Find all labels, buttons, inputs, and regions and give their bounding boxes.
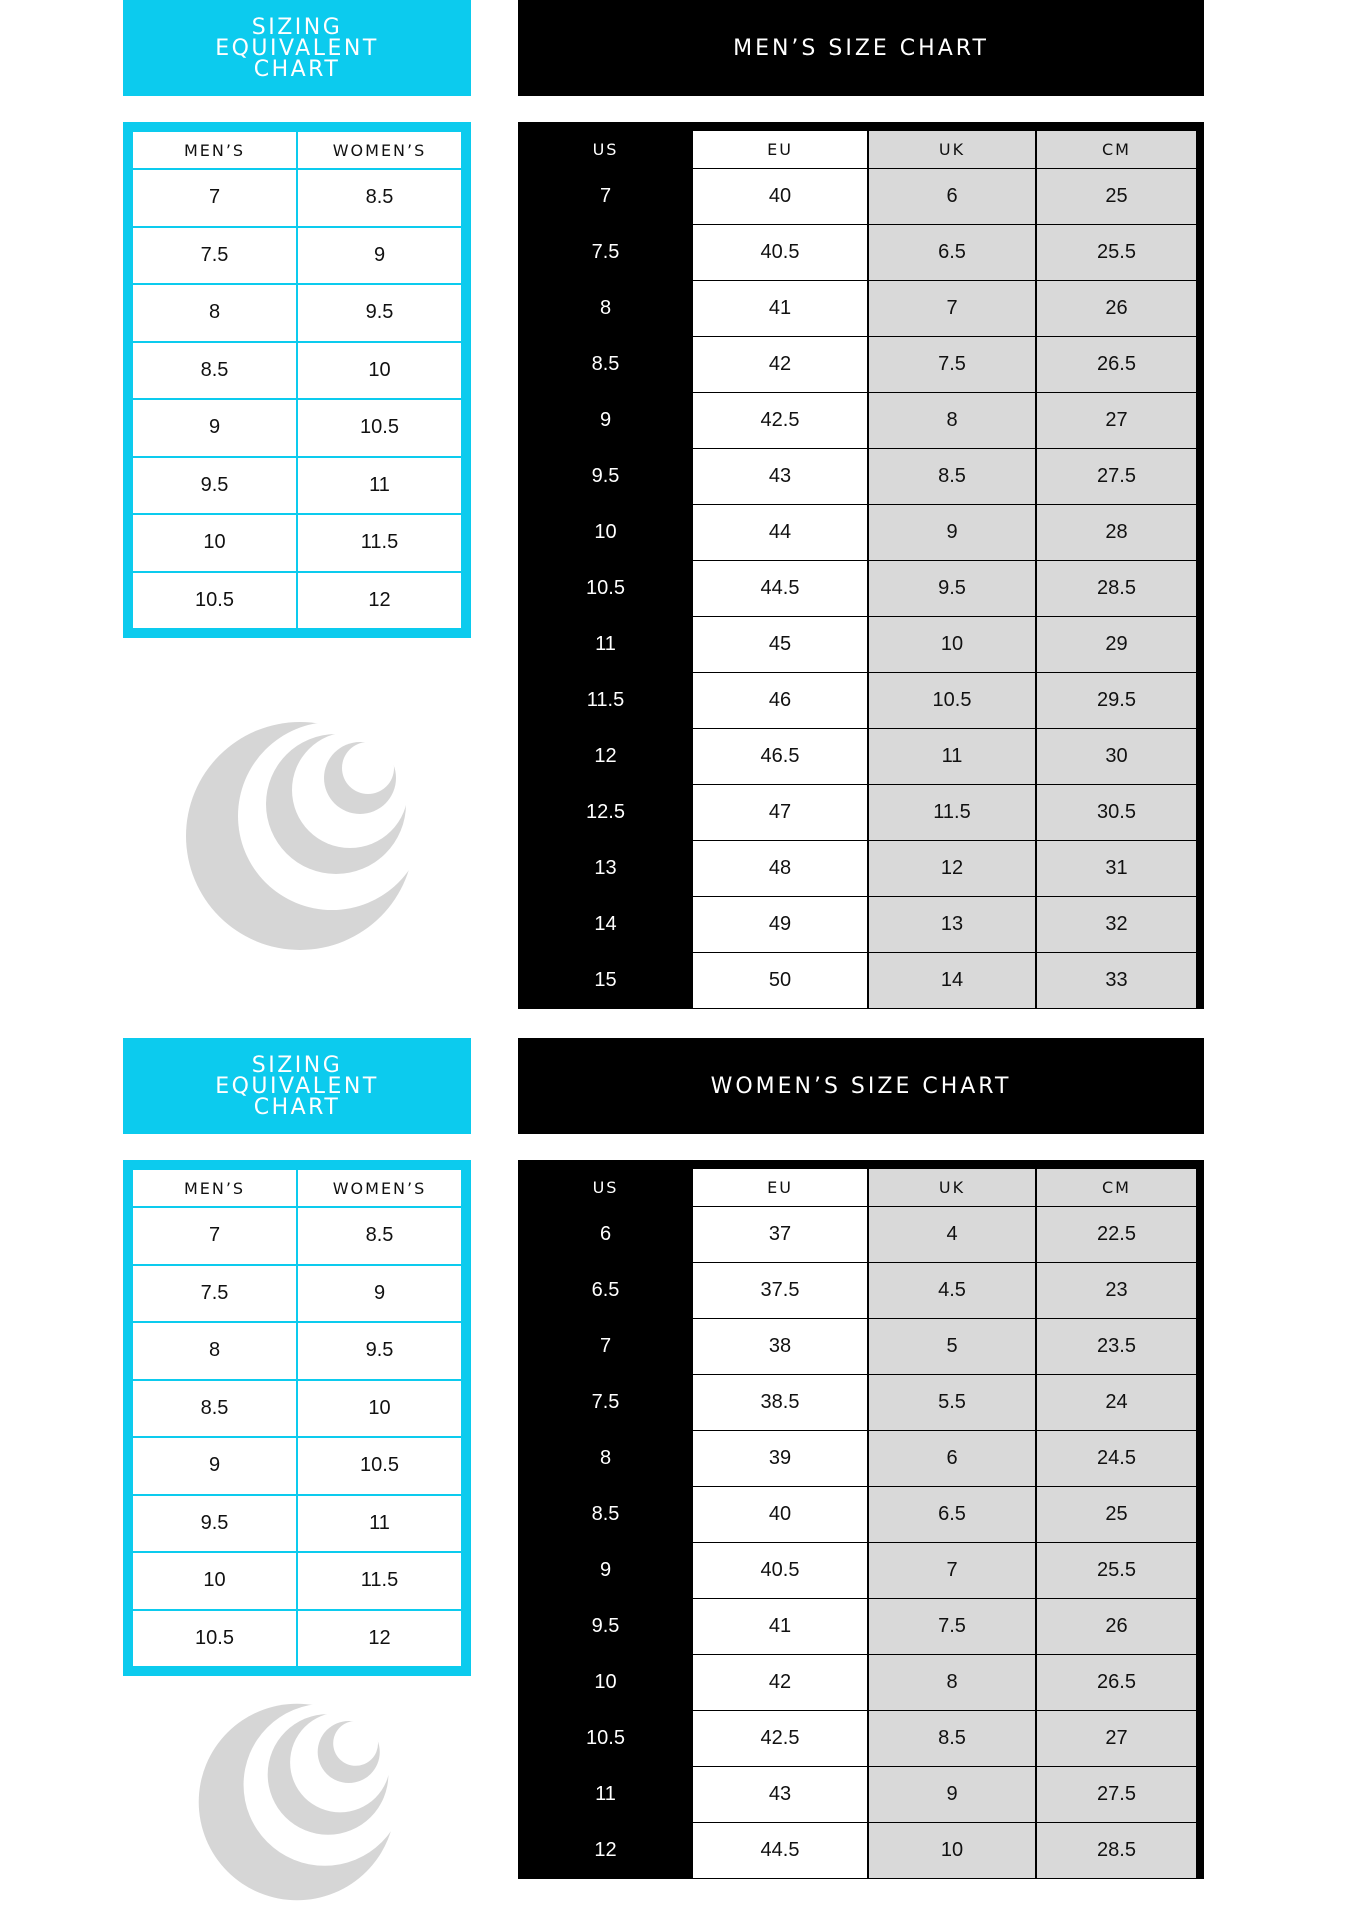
- womens-cell: 10: [297, 1380, 462, 1438]
- cm-cell: 23.5: [1036, 1319, 1196, 1375]
- header-womens: WOMEN’S: [297, 1169, 462, 1207]
- mens-cell: 10: [132, 514, 297, 572]
- eu-cell: 42: [693, 337, 868, 393]
- us-cell: 11.5: [518, 673, 693, 729]
- eu-cell: 50: [693, 953, 868, 1009]
- cm-cell: 28.5: [1036, 1823, 1196, 1879]
- table-row: [518, 449, 1196, 505]
- uk-cell: 8: [868, 393, 1036, 449]
- cm-cell: 25: [1036, 1487, 1196, 1543]
- equivalent-table-body: [132, 169, 462, 629]
- eu-cell: 40.5: [693, 1543, 868, 1599]
- eu-cell: 42.5: [693, 1711, 868, 1767]
- mens-cell: 7: [132, 1207, 297, 1265]
- womens-cell: 11: [297, 457, 462, 515]
- us-cell: 11: [518, 617, 693, 673]
- us-cell: 8.5: [518, 337, 693, 393]
- table-row: [132, 284, 462, 342]
- uk-cell: 6: [868, 169, 1036, 225]
- equivalent-table-body: [132, 1207, 462, 1667]
- header-mens: MEN’S: [132, 131, 297, 169]
- mens-cell: 8.5: [132, 1380, 297, 1438]
- womens-cell: 9: [297, 227, 462, 285]
- banner-line-2: EQUIVALENT: [215, 1073, 379, 1099]
- us-cell: 11: [518, 1767, 693, 1823]
- uk-cell: 7: [868, 281, 1036, 337]
- equivalent-chart-banner: [123, 1038, 471, 1134]
- cm-cell: 31: [1036, 841, 1196, 897]
- eu-cell: 42: [693, 1655, 868, 1711]
- banner-line-2: EQUIVALENT: [215, 35, 379, 61]
- us-cell: 10: [518, 505, 693, 561]
- us-cell: 10.5: [518, 1711, 693, 1767]
- mens-cell: 7: [132, 169, 297, 227]
- table-row: [132, 1207, 462, 1265]
- table-row: [518, 953, 1196, 1009]
- table-row: [518, 1767, 1196, 1823]
- crescent-moons-logo-icon: [184, 720, 416, 952]
- eu-cell: 41: [693, 1599, 868, 1655]
- uk-cell: 4.5: [868, 1263, 1036, 1319]
- us-cell: 9.5: [518, 449, 693, 505]
- eu-cell: 41: [693, 281, 868, 337]
- uk-cell: 5.5: [868, 1375, 1036, 1431]
- womens-size-table: [518, 1168, 1196, 1879]
- us-cell: 12.5: [518, 785, 693, 841]
- us-cell: 9.5: [518, 1599, 693, 1655]
- mens-size-table: [518, 130, 1196, 1009]
- table-row: [518, 169, 1196, 225]
- eu-cell: 43: [693, 1767, 868, 1823]
- cm-cell: 30.5: [1036, 785, 1196, 841]
- us-cell: 14: [518, 897, 693, 953]
- womens-cell: 11: [297, 1495, 462, 1553]
- eu-cell: 48: [693, 841, 868, 897]
- uk-cell: 5: [868, 1319, 1036, 1375]
- us-cell: 13: [518, 841, 693, 897]
- eu-cell: 44.5: [693, 561, 868, 617]
- table-row: [518, 673, 1196, 729]
- header-uk: UK: [868, 131, 1036, 169]
- uk-cell: 10.5: [868, 673, 1036, 729]
- cm-cell: 27.5: [1036, 449, 1196, 505]
- table-row: [518, 1319, 1196, 1375]
- eu-cell: 44: [693, 505, 868, 561]
- header-cm: CM: [1036, 1169, 1196, 1207]
- table-row: [132, 342, 462, 400]
- table-row: [132, 1380, 462, 1438]
- us-cell: 8: [518, 1431, 693, 1487]
- size-table-header-row: [518, 131, 1196, 169]
- eu-cell: 37.5: [693, 1263, 868, 1319]
- uk-cell: 10: [868, 1823, 1036, 1879]
- table-row: [518, 1263, 1196, 1319]
- cm-cell: 23: [1036, 1263, 1196, 1319]
- uk-cell: 7.5: [868, 1599, 1036, 1655]
- cm-cell: 28: [1036, 505, 1196, 561]
- eu-cell: 38: [693, 1319, 868, 1375]
- equivalent-chart-banner: [123, 0, 471, 96]
- table-row: [132, 399, 462, 457]
- table-row: [132, 1322, 462, 1380]
- uk-cell: 7.5: [868, 337, 1036, 393]
- us-cell: 15: [518, 953, 693, 1009]
- table-row: [132, 1552, 462, 1610]
- mens-size-chart-title: MEN’S SIZE CHART: [733, 35, 989, 61]
- table-row: [518, 393, 1196, 449]
- womens-size-table-body: [518, 1207, 1196, 1879]
- womens-cell: 10.5: [297, 1437, 462, 1495]
- cm-cell: 25: [1036, 169, 1196, 225]
- uk-cell: 6: [868, 1431, 1036, 1487]
- uk-cell: 9.5: [868, 561, 1036, 617]
- mens-cell: 10.5: [132, 1610, 297, 1668]
- uk-cell: 6.5: [868, 1487, 1036, 1543]
- womens-cell: 10: [297, 342, 462, 400]
- eu-cell: 40.5: [693, 225, 868, 281]
- equivalent-table: [131, 130, 463, 630]
- us-cell: 6: [518, 1207, 693, 1263]
- equivalent-chart-box: [123, 1160, 471, 1676]
- uk-cell: 12: [868, 841, 1036, 897]
- mens-cell: 7.5: [132, 227, 297, 285]
- table-row: [518, 1599, 1196, 1655]
- womens-size-chart-banner: [518, 1038, 1204, 1134]
- table-row: [518, 337, 1196, 393]
- mens-size-table-box: [518, 122, 1204, 1009]
- uk-cell: 14: [868, 953, 1036, 1009]
- uk-cell: 9: [868, 505, 1036, 561]
- uk-cell: 11.5: [868, 785, 1036, 841]
- uk-cell: 8: [868, 1655, 1036, 1711]
- mens-cell: 10: [132, 1552, 297, 1610]
- womens-cell: 8.5: [297, 1207, 462, 1265]
- mens-cell: 8: [132, 284, 297, 342]
- cm-cell: 27: [1036, 1711, 1196, 1767]
- uk-cell: 8.5: [868, 1711, 1036, 1767]
- header-us: US: [518, 131, 693, 169]
- table-row: [132, 457, 462, 515]
- table-row: [518, 785, 1196, 841]
- us-cell: 7: [518, 1319, 693, 1375]
- eu-cell: 45: [693, 617, 868, 673]
- uk-cell: 13: [868, 897, 1036, 953]
- womens-cell: 12: [297, 1610, 462, 1668]
- eu-cell: 43: [693, 449, 868, 505]
- us-cell: 9: [518, 393, 693, 449]
- mens-cell: 9.5: [132, 457, 297, 515]
- mens-cell: 9.5: [132, 1495, 297, 1553]
- uk-cell: 11: [868, 729, 1036, 785]
- banner-line-1: SIZING: [251, 14, 343, 40]
- mens-cell: 7.5: [132, 1265, 297, 1323]
- table-row: [518, 1543, 1196, 1599]
- eu-cell: 44.5: [693, 1823, 868, 1879]
- us-cell: 6.5: [518, 1263, 693, 1319]
- equivalent-table: [131, 1168, 463, 1668]
- eu-cell: 42.5: [693, 393, 868, 449]
- cm-cell: 28.5: [1036, 561, 1196, 617]
- womens-size-chart-title: WOMEN’S SIZE CHART: [710, 1073, 1012, 1099]
- header-us: US: [518, 1169, 693, 1207]
- us-cell: 7.5: [518, 225, 693, 281]
- table-row: [518, 561, 1196, 617]
- header-mens: MEN’S: [132, 1169, 297, 1207]
- womens-cell: 9: [297, 1265, 462, 1323]
- table-row: [132, 1495, 462, 1553]
- cm-cell: 26.5: [1036, 337, 1196, 393]
- us-cell: 9: [518, 1543, 693, 1599]
- us-cell: 7: [518, 169, 693, 225]
- eu-cell: 40: [693, 1487, 868, 1543]
- cm-cell: 25.5: [1036, 225, 1196, 281]
- size-table-header-row: [518, 1169, 1196, 1207]
- banner-line-1: SIZING: [251, 1052, 343, 1078]
- table-row: [132, 1265, 462, 1323]
- mens-size-table-body: [518, 169, 1196, 1009]
- womens-cell: 9.5: [297, 1322, 462, 1380]
- cm-cell: 25.5: [1036, 1543, 1196, 1599]
- table-row: [518, 729, 1196, 785]
- cm-cell: 27.5: [1036, 1767, 1196, 1823]
- header-womens: WOMEN’S: [297, 131, 462, 169]
- cm-cell: 29.5: [1036, 673, 1196, 729]
- us-cell: 10.5: [518, 561, 693, 617]
- eu-cell: 47: [693, 785, 868, 841]
- mens-cell: 8.5: [132, 342, 297, 400]
- uk-cell: 6.5: [868, 225, 1036, 281]
- header-uk: UK: [868, 1169, 1036, 1207]
- eu-cell: 46: [693, 673, 868, 729]
- table-row: [518, 841, 1196, 897]
- table-row: [132, 514, 462, 572]
- us-cell: 12: [518, 1823, 693, 1879]
- womens-cell: 8.5: [297, 169, 462, 227]
- equivalent-chart-box: [123, 122, 471, 638]
- table-row: [518, 897, 1196, 953]
- us-cell: 8: [518, 281, 693, 337]
- cm-cell: 26: [1036, 281, 1196, 337]
- us-cell: 7.5: [518, 1375, 693, 1431]
- womens-cell: 12: [297, 572, 462, 630]
- cm-cell: 27: [1036, 393, 1196, 449]
- us-cell: 10: [518, 1655, 693, 1711]
- equivalent-table-header-row: [132, 1169, 462, 1207]
- uk-cell: 4: [868, 1207, 1036, 1263]
- table-row: [518, 281, 1196, 337]
- mens-size-chart-banner: [518, 0, 1204, 96]
- mens-cell: 8: [132, 1322, 297, 1380]
- cm-cell: 24.5: [1036, 1431, 1196, 1487]
- crescent-moons-logo-icon: [197, 1702, 397, 1902]
- table-row: [132, 1437, 462, 1495]
- womens-cell: 11.5: [297, 1552, 462, 1610]
- womens-cell: 10.5: [297, 399, 462, 457]
- table-row: [132, 572, 462, 630]
- mens-cell: 10.5: [132, 572, 297, 630]
- table-row: [518, 617, 1196, 673]
- banner-line-3: CHART: [253, 1094, 341, 1120]
- table-row: [518, 1823, 1196, 1879]
- table-row: [518, 1487, 1196, 1543]
- table-row: [518, 225, 1196, 281]
- us-cell: 12: [518, 729, 693, 785]
- table-row: [518, 1207, 1196, 1263]
- mens-cell: 9: [132, 399, 297, 457]
- cm-cell: 26: [1036, 1599, 1196, 1655]
- cm-cell: 29: [1036, 617, 1196, 673]
- eu-cell: 39: [693, 1431, 868, 1487]
- header-eu: EU: [693, 131, 868, 169]
- banner-line-3: CHART: [253, 56, 341, 82]
- cm-cell: 33: [1036, 953, 1196, 1009]
- table-row: [518, 1711, 1196, 1767]
- cm-cell: 22.5: [1036, 1207, 1196, 1263]
- womens-size-table-box: [518, 1160, 1204, 1879]
- mens-cell: 9: [132, 1437, 297, 1495]
- cm-cell: 30: [1036, 729, 1196, 785]
- cm-cell: 32: [1036, 897, 1196, 953]
- uk-cell: 8.5: [868, 449, 1036, 505]
- eu-cell: 46.5: [693, 729, 868, 785]
- eu-cell: 37: [693, 1207, 868, 1263]
- cm-cell: 24: [1036, 1375, 1196, 1431]
- table-row: [518, 1655, 1196, 1711]
- table-row: [518, 1375, 1196, 1431]
- eu-cell: 40: [693, 169, 868, 225]
- table-row: [518, 505, 1196, 561]
- uk-cell: 7: [868, 1543, 1036, 1599]
- us-cell: 8.5: [518, 1487, 693, 1543]
- equivalent-table-header-row: [132, 131, 462, 169]
- eu-cell: 38.5: [693, 1375, 868, 1431]
- table-row: [132, 227, 462, 285]
- cm-cell: 26.5: [1036, 1655, 1196, 1711]
- header-cm: CM: [1036, 131, 1196, 169]
- table-row: [132, 1610, 462, 1668]
- womens-cell: 9.5: [297, 284, 462, 342]
- eu-cell: 49: [693, 897, 868, 953]
- table-row: [518, 1431, 1196, 1487]
- uk-cell: 9: [868, 1767, 1036, 1823]
- table-row: [132, 169, 462, 227]
- header-eu: EU: [693, 1169, 868, 1207]
- womens-cell: 11.5: [297, 514, 462, 572]
- uk-cell: 10: [868, 617, 1036, 673]
